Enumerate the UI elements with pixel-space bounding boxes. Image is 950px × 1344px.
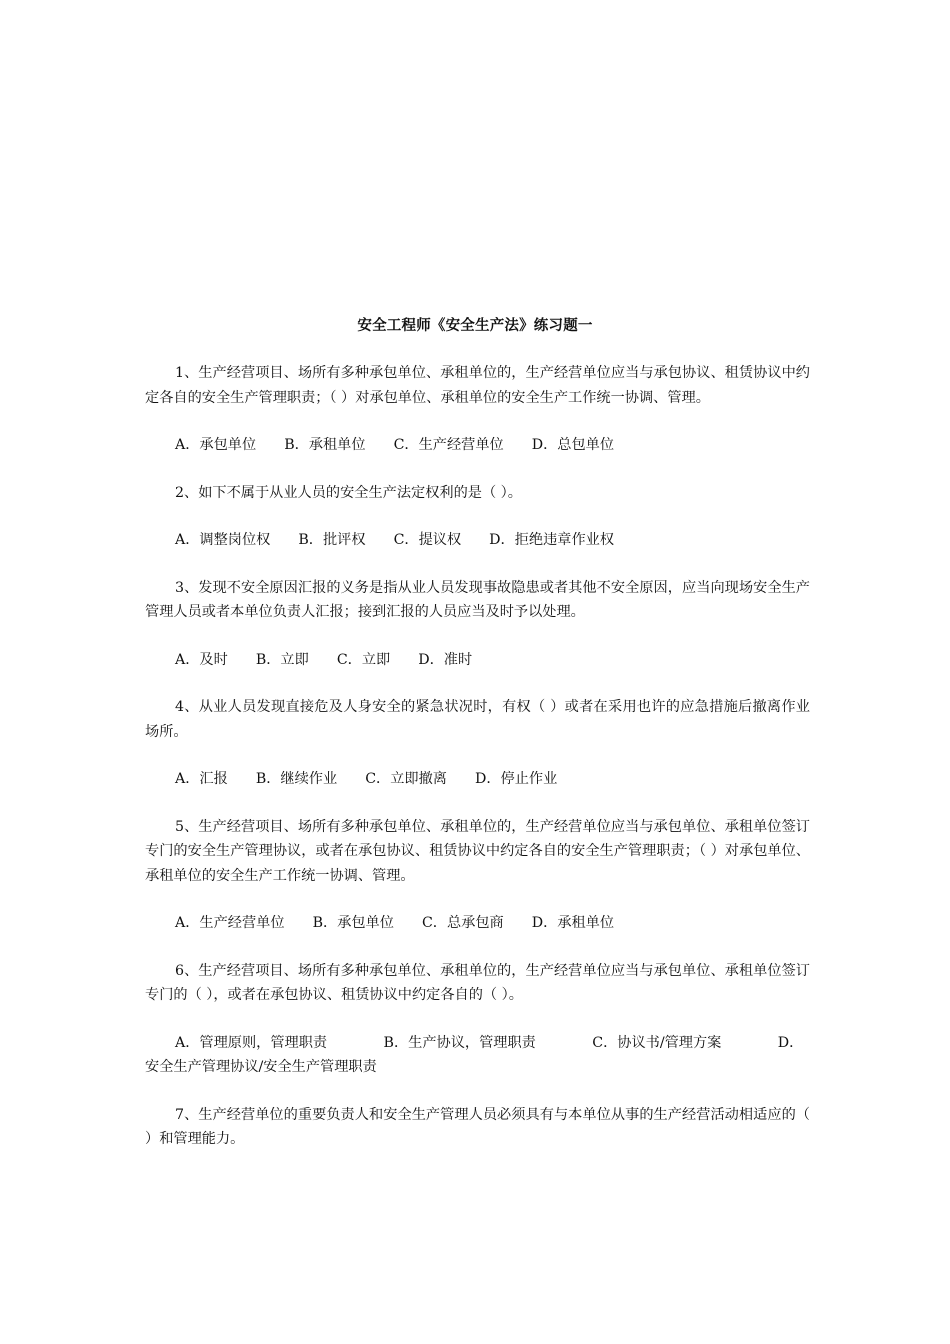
question-2-option-c: C．提议权 (393, 532, 462, 548)
question-3-option-b: B．立即 (255, 651, 309, 668)
question-5-option-b: B．承包单位 (312, 915, 394, 931)
document-title: 安全工程师《安全生产法》练习题一 (357, 318, 593, 334)
question-3-option-d: D．准时 (418, 651, 473, 668)
question-2-option-d: D．拒绝违章作业权 (489, 532, 615, 548)
question-3-text: 3、发现不安全原因汇报的义务是指从业人员发现事故隐患或者其他不安全原因，应当向现场安全生产管理人员或者本单位负责人汇报；接到汇报的人员应当及时予以处理。 (145, 579, 810, 620)
question-7-text: 7、生产经营单位的重要负责人和安全生产管理人员必须具有与本单位从事的生产经营活动相适应的（ ）和管理能力。 (145, 1106, 810, 1147)
question-1-option-d: D．总包单位 (531, 437, 615, 453)
question-5-option-c: C．总承包商 (421, 915, 504, 931)
question-4-options (145, 767, 810, 792)
question-4-option-b: B．继续作业 (255, 771, 338, 787)
question-5-text: 5、生产经营项目、场所有多种承包单位、承租单位的，生产经营单位应当与承包单位、承租单位签订专门的安全生产管理协议，或者在承包协议、租赁协议中约定各自的安全生产管理职责；（ ）对承包单位、承租单位的安全生产工作统一协调、管理。 (145, 818, 810, 884)
question-6-option-b: B．生产协议，管理职责 (383, 1034, 536, 1051)
question-3-option-a: A．及时 (175, 651, 228, 668)
question-4-option-a: A．汇报 (175, 771, 228, 787)
question-1-options (145, 433, 810, 458)
question-1-option-a: A．承包单位 (175, 437, 257, 453)
question-3-options (145, 648, 810, 673)
question-5-option-d: D．承租单位 (531, 915, 615, 931)
question-2-text: 2、如下不属于从业人员的安全生产法定权利的是（ ）。 (175, 484, 522, 501)
question-4-text: 4、从业人员发现直接危及人身安全的紧急状况时，有权（ ）或者在采用也许的应急措施后撤离作业场所。 (145, 699, 810, 740)
question-6-option-c: C．协议书/管理方案 (592, 1034, 722, 1051)
question-1-text: 1、生产经营项目、场所有多种承包单位、承租单位的，生产经营单位应当与承包协议、租赁协议中约定各自的安全生产管理职责；（ ）对承包单位、承租单位的安全生产工作统一协调、管理。 (145, 365, 810, 406)
question-list (145, 361, 810, 1175)
question-5-options (145, 911, 810, 936)
question-5-option-a: A．生产经营单位 (175, 915, 285, 931)
question-1-option-b: B．承租单位 (284, 437, 366, 453)
question-2-option-b: B．批评权 (298, 532, 366, 548)
question-6-option-a: A．管理原则，管理职责 (175, 1034, 328, 1051)
question-1-option-c: C．生产经营单位 (393, 437, 504, 453)
question-2-option-a: A．调整岗位权 (175, 532, 271, 548)
question-4-option-c: C．立即撤离 (365, 771, 447, 787)
question-6-text: 6、生产经营项目、场所有多种承包单位、承租单位的，生产经营单位应当与承包单位、承租单位签订专门的（ ），或者在承包协议、租赁协议中约定各自的（ ）。 (145, 962, 810, 1003)
question-3-option-c: C．立即 (336, 651, 391, 668)
question-6-options (145, 1031, 810, 1080)
question-2-options (145, 528, 810, 553)
question-6-option-d: D．安全生产管理协议/安全生产管理职责 (145, 1034, 804, 1075)
question-4-option-d: D．停止作业 (474, 771, 558, 787)
